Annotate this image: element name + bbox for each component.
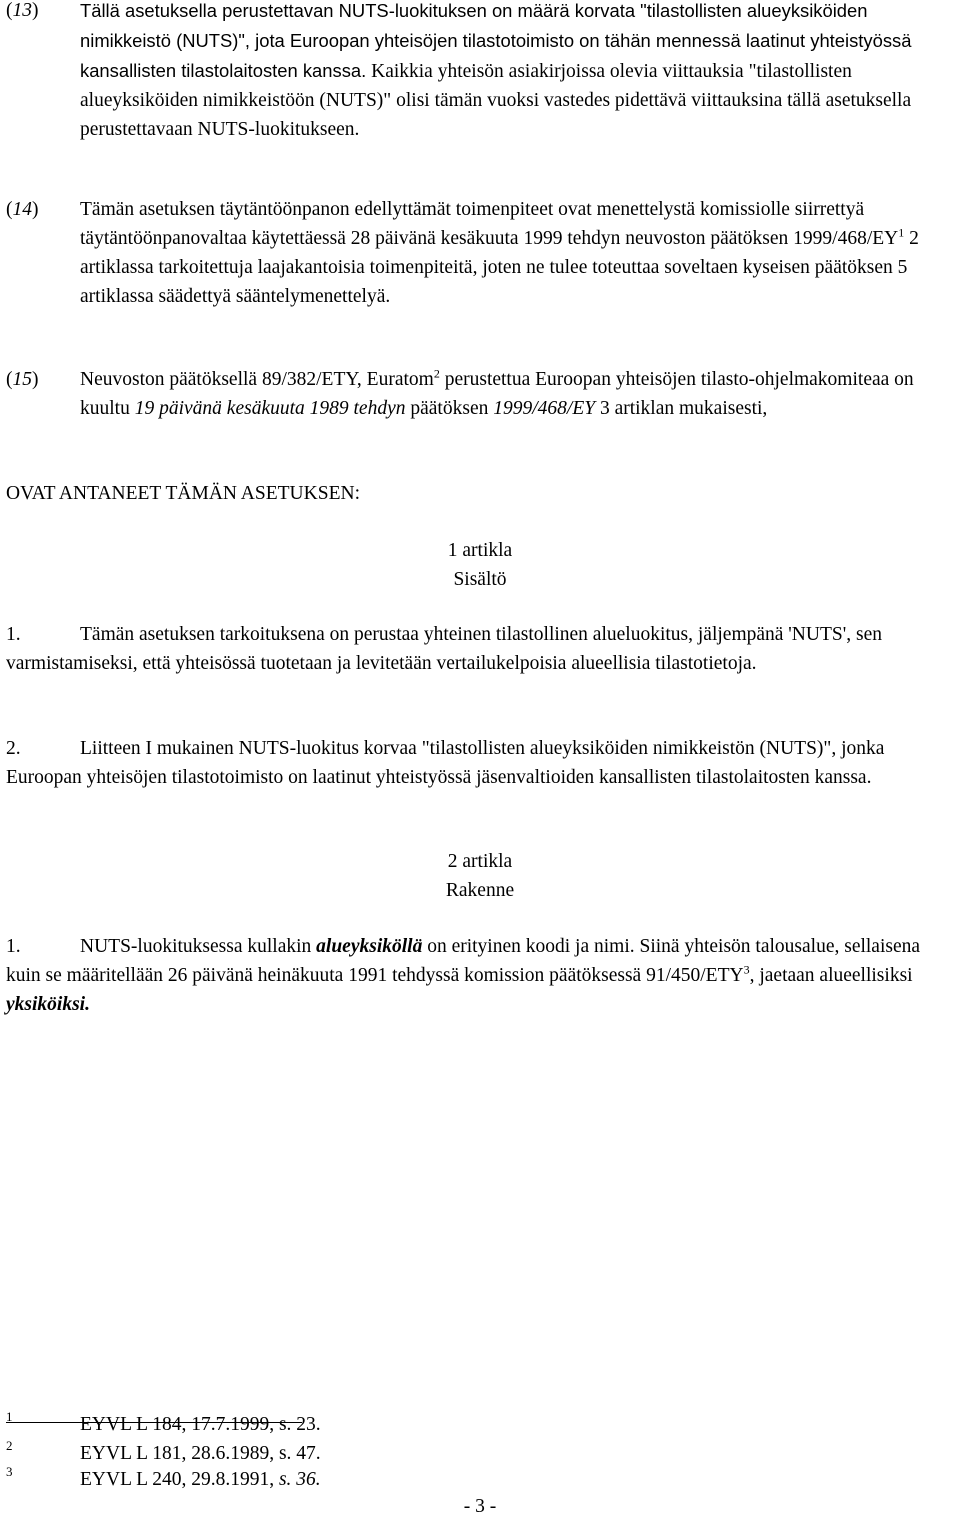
recital-number: (14)	[6, 199, 39, 220]
page-number: - 3 -	[463, 1496, 497, 1517]
article-2-title: Rakenne	[445, 880, 515, 901]
article-2-paragraph-1: 1. NUTS-luokituksessa kullakin alueyksiköllä on erityinen koodi ja nimi. Siinä yhteisön talousalue, sellaisena kuin se määritellään 26 päivänä heinäkuuta 1991 tehdyssä komission päätöksessä 91/450/ETY$^3$, jaetaan alueellisiksi yksiköiksi.	[6, 936, 921, 1015]
footnote-ref: 3	[743, 962, 750, 977]
article-1-paragraph-2: 2. Liitteen I mukainen NUTS-luokitus korvaa "tilastollisten alueyksiköiden nimikkeistön (NUTS)", jonka Euroopan yhteisöjen tilastotoimisto on laatinut yhteistyössä jäsenvaltioiden kansallisten tilastolaitosten kanssa.	[6, 738, 885, 788]
footnote-ref: 2	[433, 366, 440, 381]
recital-13	[6, 0, 956, 144]
recital-text: Tällä asetuksella perustettavan NUTS-luokituksen on määrä korvata "tilastollisten alueyksiköiden nimikkeistö (NUTS)", jota Euroopan yhteisöjen tilastotoimisto on tähän mennessä laatinut yhteistyössä kansallisten tilastolaitosten kanssa.	[80, 0, 912, 81]
article-2-heading: 2 artikla	[447, 851, 513, 872]
footnote-1: 1 EYVL L 184, 17.7.1999, s. 23.	[6, 1409, 321, 1435]
enacting-formula: OVAT ANTANEET TÄMÄN ASETUKSEN:	[6, 483, 360, 504]
footnote-3: 3 EYVL L 240, 29.8.1991, s. 36.	[6, 1464, 321, 1490]
recital-text: Neuvoston päätöksellä 89/382/ETY, Euratom$^2$ perustettua Euroopan yhteisöjen tilasto-ohjelmakomiteaa on kuultu 19 päivänä kesäkuuta 1989 tehdyn päätöksen 1999/468/EY 3 artiklan mukaisesti,	[80, 366, 914, 419]
recital-15	[6, 365, 956, 423]
recital-14	[6, 195, 956, 311]
footnote-2: 2 EYVL L 181, 28.6.1989, s. 47.	[6, 1438, 321, 1464]
recital-number: (15)	[6, 369, 39, 390]
footnote-ref: 1	[898, 225, 905, 240]
recital-number: (13)	[6, 0, 39, 21]
article-1-heading: 1 artikla	[447, 540, 513, 561]
article-1-paragraph-1: 1. Tämän asetuksen tarkoituksena on perustaa yhteinen tilastollinen alueluokitus, jäljempänä 'NUTS', sen varmistamiseksi, että yhteisössä tuotetaan ja levitetään vertailukelpoisia alueellisia tilastotietoja.	[6, 624, 882, 674]
recital-text-cont: Kaikkia yhteisön asiakirjoissa olevia viittauksia "tilastollisten alueyksiköiden nimikkeistöön (NUTS)" olisi tämän vuoksi vastedes pidettävä viittauksina tällä asetuksella perustettavaan NUTS-luokitukseen.	[80, 61, 912, 140]
article-1-title: Sisältö	[453, 569, 507, 590]
recital-text: Tämän asetuksen täytäntöönpanon edellyttämät toimenpiteet ovat menettelystä komissiolle siirrettyä täytäntöönpanovaltaa käytettäessä 28 päivänä kesäkuuta 1999 tehdyn neuvoston päätöksen $1999/468/EY^1$ 2 artiklassa tarkoitettuja laajakantoisia toimenpiteitä, joten ne tulee toteuttaa soveltaen kyseisen päätöksen 5 artiklassa säädettyä sääntelymenettelyä.	[80, 199, 919, 307]
